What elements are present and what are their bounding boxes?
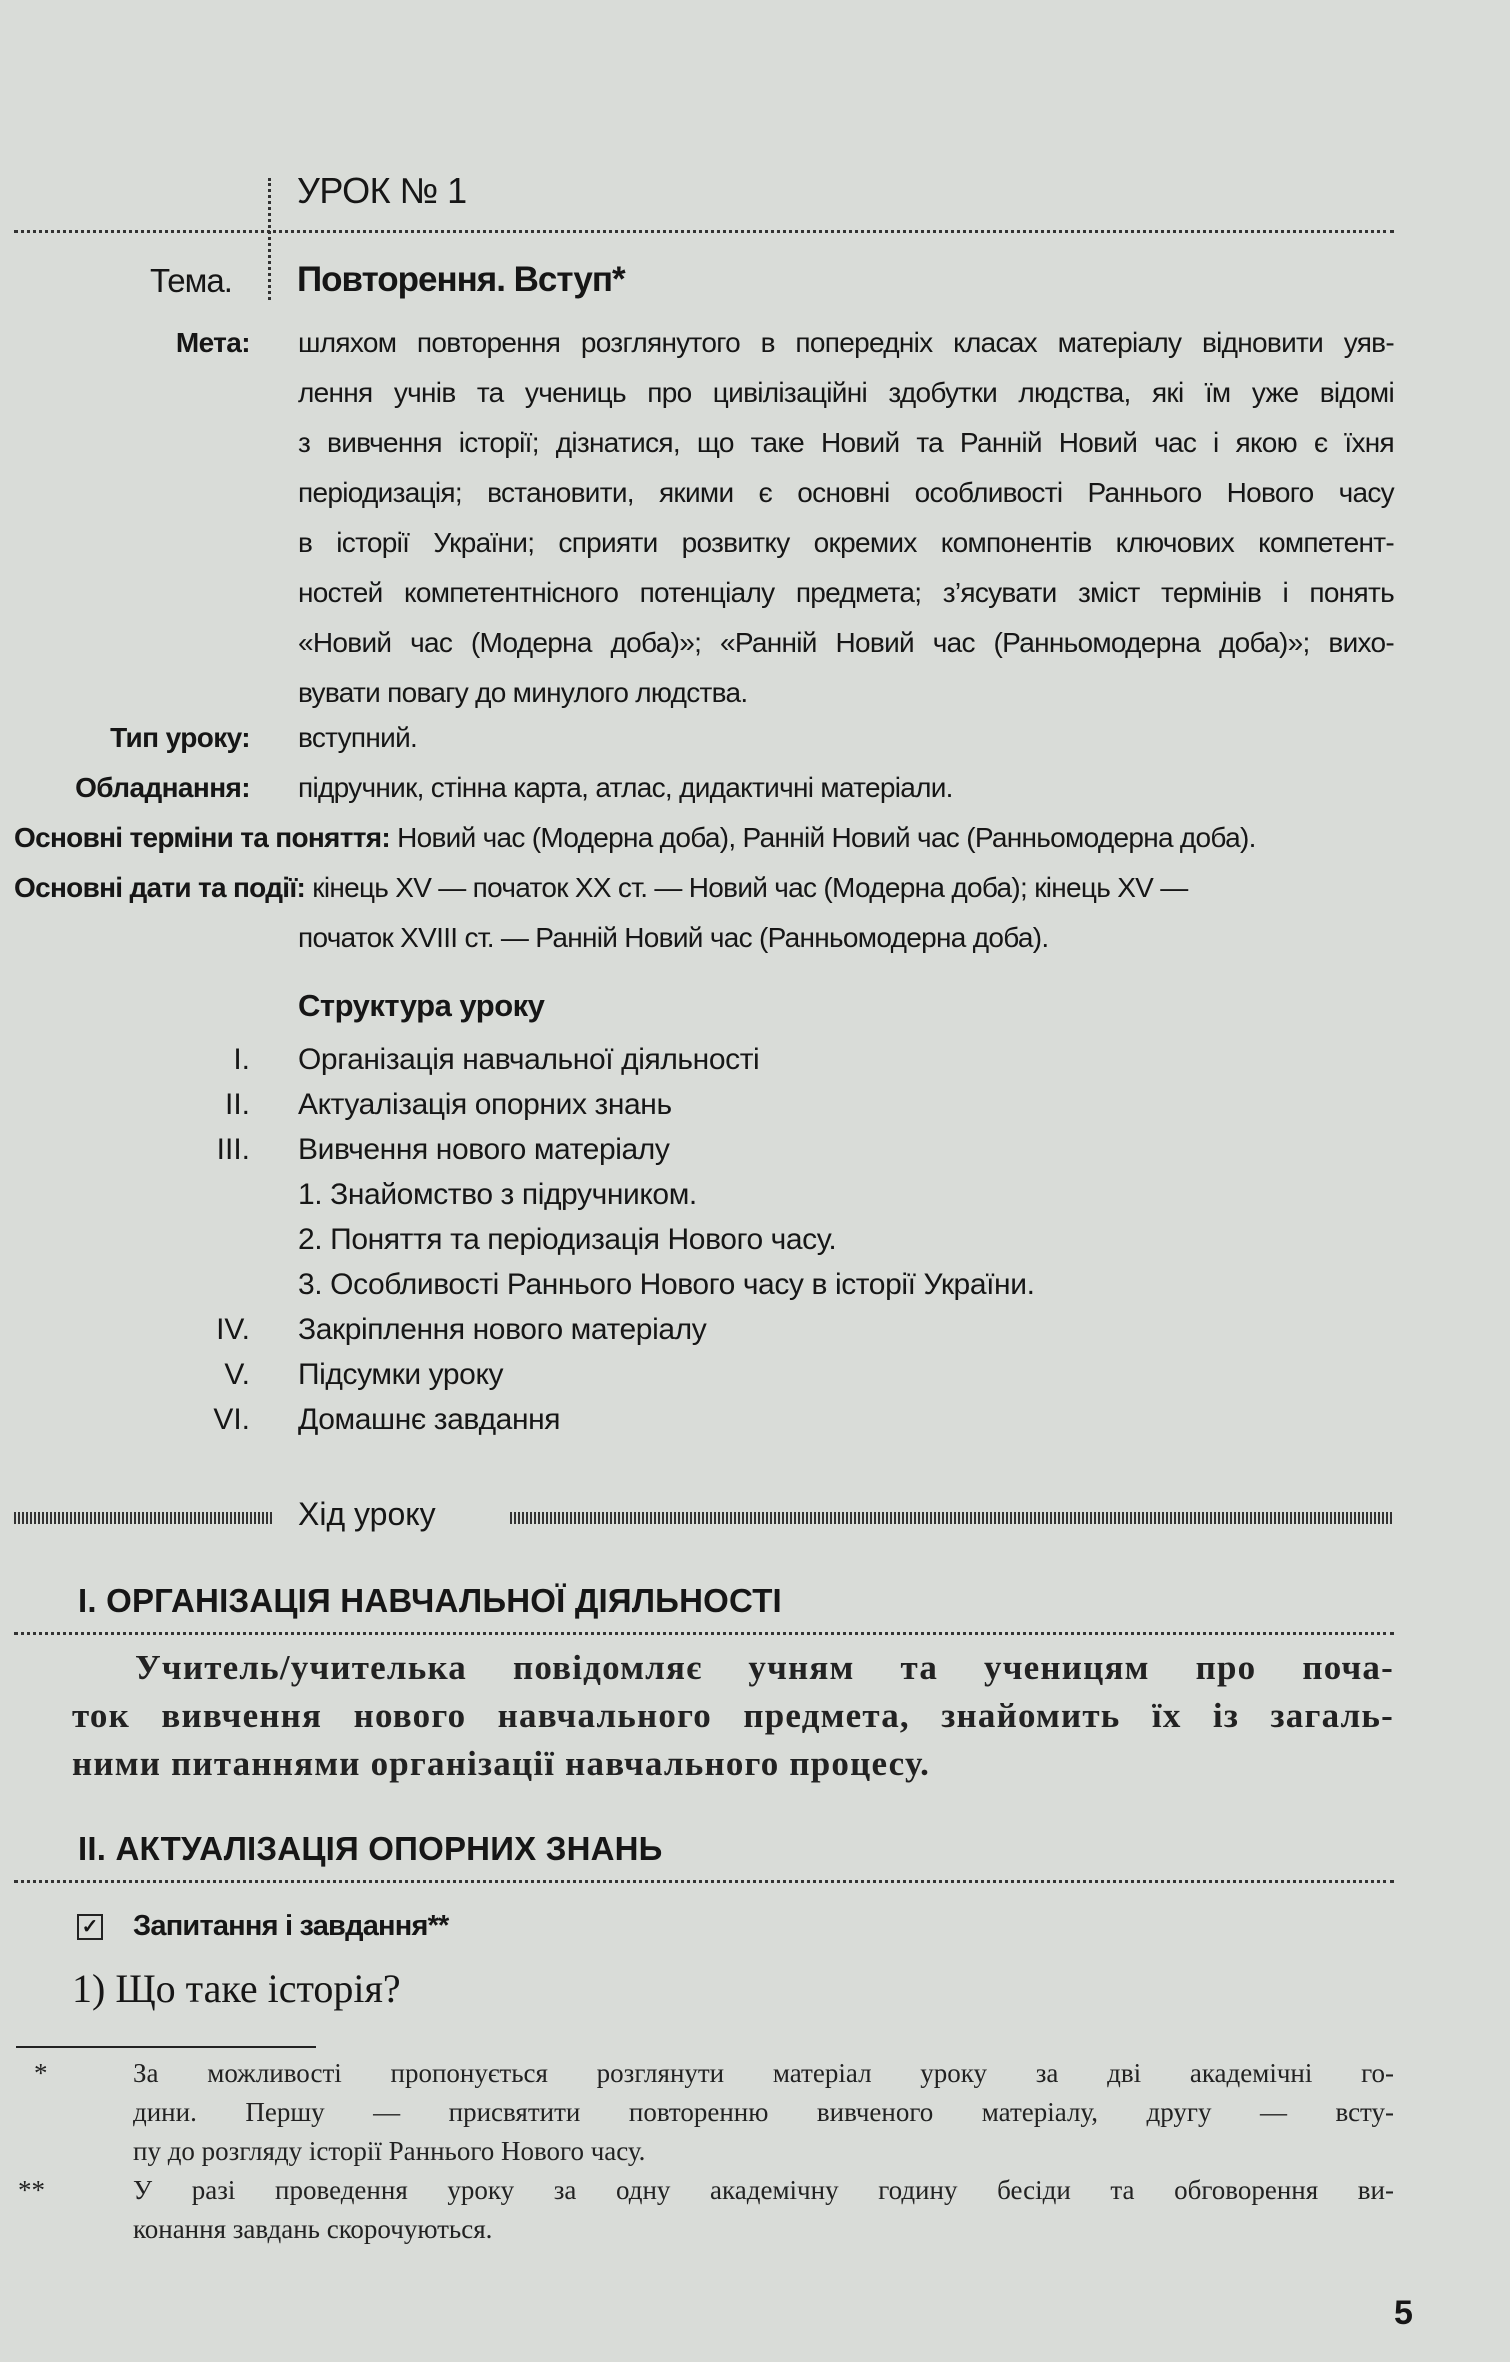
goal-line: ностей компетентнісного потенціалу предмета; з’ясувати зміст термінів і понять xyxy=(298,577,1394,608)
dates-row xyxy=(14,872,1188,904)
section-1-line: ними питаннями організації навчального процесу. xyxy=(72,1744,931,1783)
structure-item-number: VI. xyxy=(213,1403,250,1436)
progress-bar-right xyxy=(510,1512,1394,1524)
goal-line: періодизація; встановити, якими є основні особливості Раннього Нового часу xyxy=(298,477,1394,508)
dates-value-line2: початок XVIII ст. — Ранній Новий час (Ранньомодерна доба). xyxy=(298,922,1049,953)
checkbox-icon: ✓ xyxy=(77,1914,103,1940)
structure-item: Організація навчальної діяльності xyxy=(298,1043,760,1076)
equipment-value: підручник, стінна карта, атлас, дидактичні матеріали. xyxy=(298,772,953,803)
structure-item-number: I. xyxy=(233,1043,250,1076)
goal-label: Мета: xyxy=(175,327,250,358)
structure-item-number: II. xyxy=(224,1088,250,1121)
lesson-type-value: вступний. xyxy=(298,722,418,753)
footnote-mark: * xyxy=(34,2058,48,2088)
lesson-type-label: Тип уроку: xyxy=(110,722,250,753)
question-item: 1) Що таке історія? xyxy=(72,1966,401,2011)
structure-item: Підсумки уроку xyxy=(298,1358,504,1391)
dates-label: Основні дати та події: xyxy=(14,872,306,903)
structure-item: 3. Особливості Раннього Нового часу в історії України. xyxy=(298,1268,1035,1301)
questions-label: Запитання і завдання** xyxy=(133,1910,449,1942)
equipment-label: Обладнання: xyxy=(75,772,250,803)
structure-title: Структура уроку xyxy=(298,988,545,1023)
section-2-divider xyxy=(14,1880,1394,1883)
goal-line: в історії України; сприяти розвитку окремих компонентів ключових компетент- xyxy=(298,527,1394,558)
terms-value: Новий час (Модерна доба), Ранній Новий час (Ранньомодерна доба). xyxy=(397,822,1256,853)
topic-title: Повторення. Вступ* xyxy=(297,260,625,299)
footnote-line: дини. Першу — присвятити повторенню вивченого матеріалу, другу — всту- xyxy=(133,2097,1394,2127)
section-1-divider xyxy=(14,1632,1394,1635)
page-number: 5 xyxy=(1394,2294,1413,2332)
footnote-rule xyxy=(16,2046,316,2048)
section-1-line: ток вивчення нового навчального предмета, знайомить їх із загаль- xyxy=(72,1696,1394,1735)
structure-item-number: III. xyxy=(216,1133,250,1166)
goal-line: шляхом повторення розглянутого в попередніх класах матеріалу відновити уяв- xyxy=(298,327,1394,358)
goal-line: лення учнів та учениць про цивілізаційні здобутки людства, які їм уже відомі xyxy=(298,377,1394,408)
section-1-heading: І. ОРГАНІЗАЦІЯ НАВЧАЛЬНОЇ ДІЯЛЬНОСТІ xyxy=(78,1582,782,1619)
structure-item: Вивчення нового матеріалу xyxy=(298,1133,670,1166)
goal-line: вувати повагу до минулого людства. xyxy=(298,677,748,708)
header-divider-vertical xyxy=(268,178,271,300)
topic-label: Тема. xyxy=(150,262,232,299)
goal-line: з вивчення історії; дізнатися, що таке Новий та Ранній Новий час і якою є їхня xyxy=(298,427,1394,458)
section-2-heading: ІІ. АКТУАЛІЗАЦІЯ ОПОРНИХ ЗНАНЬ xyxy=(78,1830,663,1867)
header-divider xyxy=(14,230,1394,233)
terms-label: Основні терміни та поняття: xyxy=(14,822,390,853)
structure-item: 2. Поняття та періодизація Нового часу. xyxy=(298,1223,837,1256)
structure-item-number: V. xyxy=(224,1358,250,1391)
structure-item: Закріплення нового матеріалу xyxy=(298,1313,707,1346)
footnote-line: За можливості пропонується розглянути матеріал уроку за дві академічні го- xyxy=(133,2058,1394,2088)
footnote-line: пу до розгляду історії Раннього Нового часу. xyxy=(133,2136,646,2166)
section-1-line: Учитель/учителька повідомляє учням та ученицям про поча- xyxy=(135,1648,1394,1687)
progress-bar-left xyxy=(14,1512,272,1524)
lesson-title: УРОК № 1 xyxy=(297,170,467,211)
dates-value-line1: кінець XV — початок XX ст. — Новий час (Модерна доба); кінець XV — xyxy=(312,872,1188,903)
goal-line: «Новий час (Модерна доба)»; «Ранній Новий час (Ранньомодерна доба)»; вихо- xyxy=(298,627,1394,658)
terms-row xyxy=(14,822,1256,854)
footnote-line: У разі проведення уроку за одну академічну годину бесіди та обговорення ви- xyxy=(133,2175,1394,2205)
structure-item-number: IV. xyxy=(216,1313,250,1346)
structure-item: 1. Знайомство з підручником. xyxy=(298,1178,697,1211)
footnote-mark: ** xyxy=(18,2175,45,2205)
progress-title: Хід уроку xyxy=(298,1496,436,1532)
footnote-line: конання завдань скорочуються. xyxy=(133,2214,493,2244)
structure-item: Актуалізація опорних знань xyxy=(298,1088,672,1121)
structure-item: Домашнє завдання xyxy=(298,1403,561,1436)
